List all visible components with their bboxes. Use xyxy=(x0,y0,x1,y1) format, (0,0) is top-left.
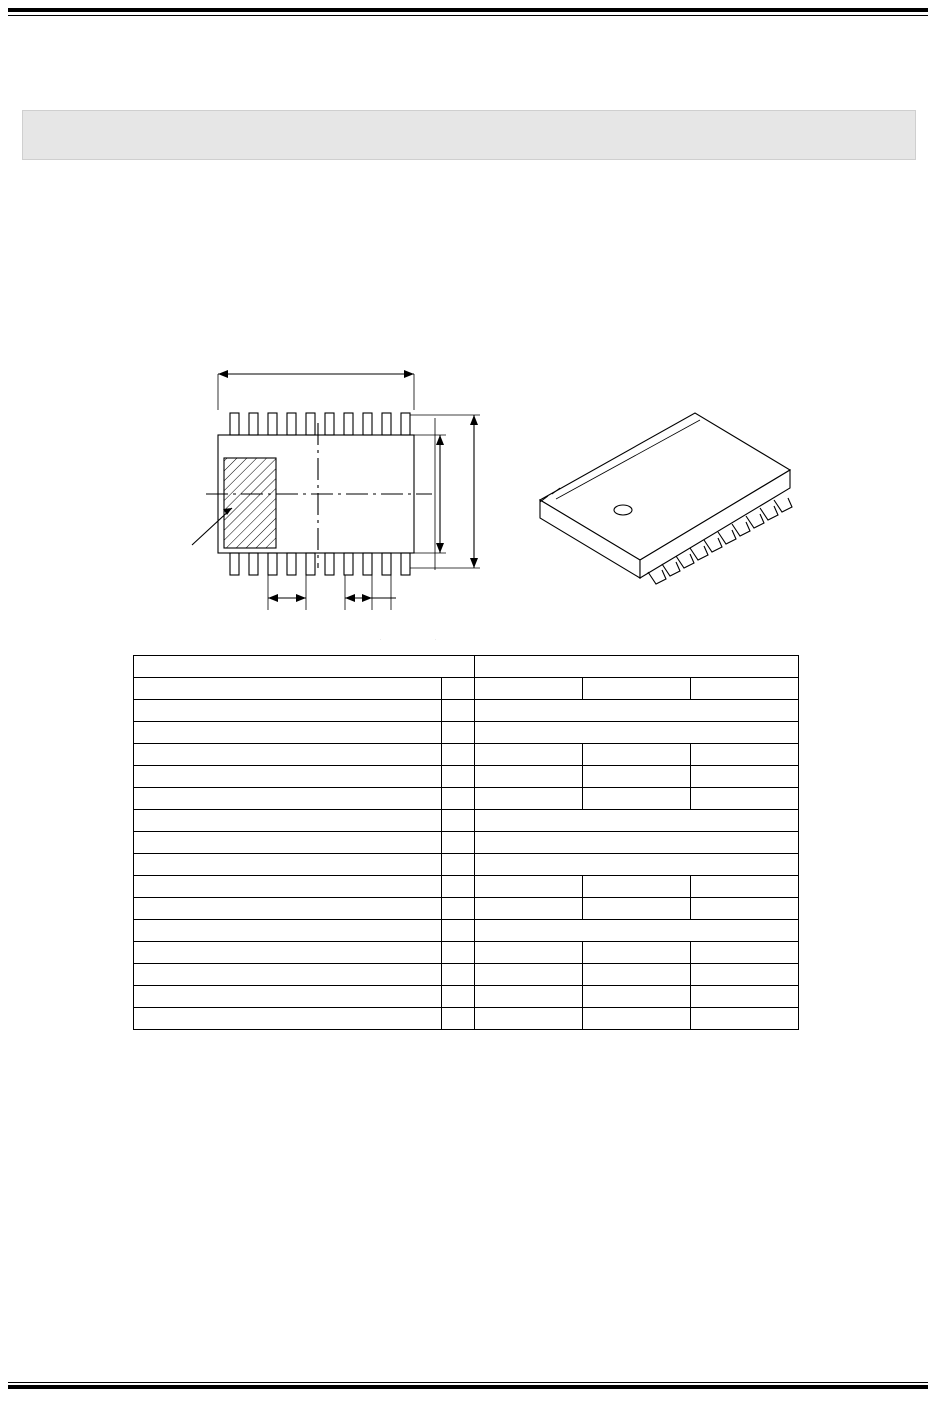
row-max xyxy=(690,876,798,898)
row-nom xyxy=(582,744,690,766)
row-nom xyxy=(582,964,690,986)
section-title-band xyxy=(22,110,916,160)
row-label xyxy=(134,700,442,722)
row-min xyxy=(474,964,582,986)
row-symbol xyxy=(442,920,474,942)
row-label xyxy=(134,744,442,766)
row-label xyxy=(134,832,442,854)
row-max xyxy=(690,788,798,810)
table-row xyxy=(134,1008,799,1030)
row-symbol xyxy=(442,1008,474,1030)
row-min xyxy=(474,766,582,788)
header-units-cell xyxy=(474,656,799,678)
row-value-span xyxy=(474,700,799,722)
row-symbol xyxy=(442,964,474,986)
footer-rule-thick xyxy=(8,1385,928,1389)
row-nom xyxy=(582,766,690,788)
row-max xyxy=(690,1008,798,1030)
table-row xyxy=(134,810,799,832)
row-label xyxy=(134,766,442,788)
table-row xyxy=(134,920,799,942)
row-label xyxy=(134,854,442,876)
row-value-span xyxy=(474,920,799,942)
row-nom xyxy=(582,942,690,964)
row-symbol xyxy=(442,876,474,898)
row-min xyxy=(474,788,582,810)
row-nom xyxy=(582,986,690,1008)
subheader-max-cell xyxy=(690,678,798,700)
header-rule-thick xyxy=(8,8,928,12)
row-symbol xyxy=(442,832,474,854)
row-max xyxy=(690,964,798,986)
row-symbol xyxy=(442,700,474,722)
row-nom xyxy=(582,788,690,810)
row-value-span xyxy=(474,810,799,832)
row-symbol xyxy=(442,942,474,964)
row-max xyxy=(690,942,798,964)
row-label xyxy=(134,876,442,898)
section-title-text xyxy=(23,111,915,125)
row-symbol xyxy=(442,766,474,788)
row-min xyxy=(474,1008,582,1030)
table-row xyxy=(134,788,799,810)
row-max xyxy=(690,766,798,788)
row-symbol xyxy=(442,788,474,810)
table-header-row xyxy=(134,656,799,678)
row-min xyxy=(474,986,582,1008)
row-min xyxy=(474,898,582,920)
package-drawing xyxy=(0,170,936,640)
row-label xyxy=(134,964,442,986)
row-min xyxy=(474,942,582,964)
package-drawing-svg xyxy=(0,170,936,640)
subheader-min-cell xyxy=(474,678,582,700)
header-left-cell xyxy=(134,656,475,678)
row-max xyxy=(690,744,798,766)
row-value-span xyxy=(474,722,799,744)
table-row xyxy=(134,766,799,788)
row-symbol xyxy=(442,854,474,876)
row-label xyxy=(134,788,442,810)
row-label xyxy=(134,1008,442,1030)
table-row xyxy=(134,832,799,854)
row-label xyxy=(134,920,442,942)
header-rule-thin xyxy=(8,15,928,16)
footer-rule-thin xyxy=(8,1382,928,1383)
row-nom xyxy=(582,1008,690,1030)
subheader-label-cell xyxy=(134,678,442,700)
row-label xyxy=(134,722,442,744)
row-symbol xyxy=(442,986,474,1008)
row-label xyxy=(134,942,442,964)
row-symbol xyxy=(442,744,474,766)
row-label xyxy=(134,810,442,832)
table-row xyxy=(134,986,799,1008)
row-nom xyxy=(582,898,690,920)
table-row xyxy=(134,876,799,898)
dimension-table xyxy=(133,655,799,1030)
table-row xyxy=(134,854,799,876)
row-max xyxy=(690,986,798,1008)
row-symbol xyxy=(442,810,474,832)
row-label xyxy=(134,898,442,920)
table-row xyxy=(134,942,799,964)
row-label xyxy=(134,986,442,1008)
table-row xyxy=(134,898,799,920)
table-row xyxy=(134,722,799,744)
subheader-symbol-cell xyxy=(442,678,474,700)
table-row xyxy=(134,964,799,986)
table-row xyxy=(134,744,799,766)
row-value-span xyxy=(474,854,799,876)
subheader-nom-cell xyxy=(582,678,690,700)
table-subheader-row xyxy=(134,678,799,700)
row-symbol xyxy=(442,722,474,744)
row-max xyxy=(690,898,798,920)
row-min xyxy=(474,876,582,898)
table-row xyxy=(134,700,799,722)
row-min xyxy=(474,744,582,766)
row-value-span xyxy=(474,832,799,854)
row-symbol xyxy=(442,898,474,920)
row-nom xyxy=(582,876,690,898)
dimension-table-body xyxy=(134,656,799,1030)
